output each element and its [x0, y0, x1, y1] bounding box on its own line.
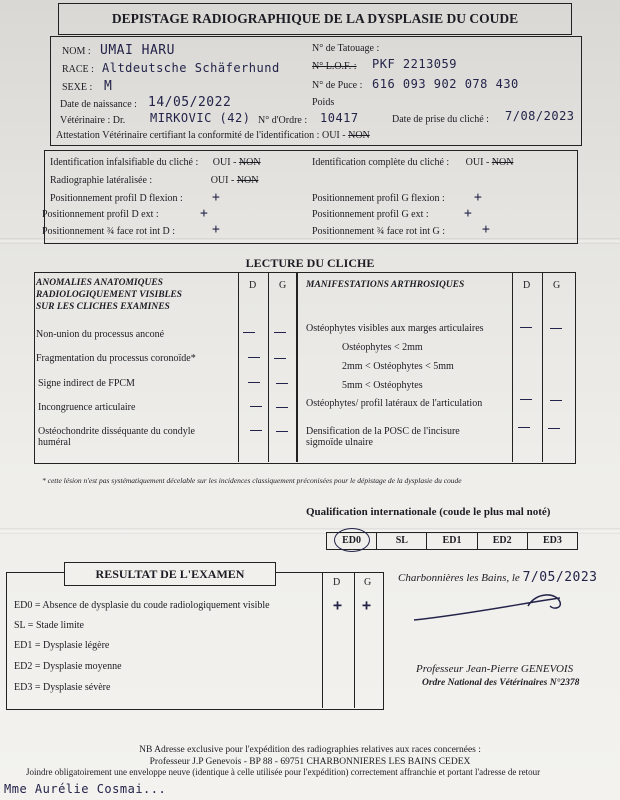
- cliche-mark: +: [200, 206, 209, 221]
- signature-date: 7/05/2023: [522, 570, 598, 585]
- dash-mark: [276, 431, 288, 432]
- oui-option: OUI: [212, 157, 231, 168]
- cliche-row: [50, 175, 258, 186]
- non-option: NON: [348, 130, 370, 141]
- cliche-mark: +: [474, 190, 483, 205]
- handwritten-address: Mme Aurélie Cosmai...: [4, 782, 167, 796]
- dash-mark: [520, 399, 532, 400]
- dash-mark: [248, 357, 260, 358]
- footer-line: NB Adresse exclusive pour l'expédition des radiographies relatives aux races concernées :: [139, 745, 481, 755]
- footnote: * cette lésion n'est pas systématiquement décelable sur les incidences classiquement préconisées pour le dépistage de la dysplasie du coude: [42, 476, 462, 485]
- cliche-label: Positionnement ¾ face rot int G :: [312, 226, 446, 237]
- oui-option: OUI: [321, 130, 340, 141]
- col-d-header: D: [523, 280, 531, 291]
- non-option: NON: [236, 175, 259, 186]
- nom-label: NOM :: [62, 46, 91, 57]
- race-value: Altdeutsche Schäferhund: [102, 61, 280, 75]
- attestation-label: Attestation Vétérinaire certifiant la conformité de l'identification :: [56, 130, 320, 141]
- dash-mark: [250, 430, 262, 431]
- dash-mark: [276, 383, 288, 384]
- arthrosis-item: 5mm < Ostéophytes: [342, 380, 423, 391]
- separator: -: [485, 157, 490, 168]
- dash-mark: [276, 407, 288, 408]
- cliche-label: Positionnement ¾ face rot int D :: [42, 226, 176, 237]
- prise-value: 7/08/2023: [505, 109, 575, 123]
- cliche-label: Identification complète du cliché :: [312, 157, 450, 168]
- vet-label: Vétérinaire : Dr.: [60, 115, 126, 126]
- dash-mark: [550, 400, 562, 401]
- result-row: ED1 = Dysplasie légère: [14, 640, 110, 651]
- dash-mark: [243, 332, 255, 333]
- grade-cell: SL: [377, 533, 427, 549]
- col-g-header: G: [279, 280, 287, 291]
- arthrosis-item: 2mm < Ostéophytes < 5mm: [342, 361, 454, 372]
- resultat-title: RESULTAT DE L'EXAMEN: [64, 562, 276, 586]
- arthrosis-item: sigmoïde ulnaire: [306, 437, 373, 448]
- anomaly-item: Non-union du processus anconé: [36, 329, 165, 340]
- cliche-label: Identification infalsifiable du cliché :: [50, 157, 199, 168]
- grade-cell: ED1: [427, 533, 477, 549]
- cliche-label: Positionnement profil D ext :: [42, 209, 159, 220]
- non-option: NON: [491, 157, 514, 168]
- nom-value: UMAI HARU: [100, 43, 175, 58]
- grade-label: ED0: [342, 535, 362, 546]
- anomaly-item: huméral: [38, 437, 71, 448]
- dash-mark: [550, 328, 562, 329]
- sexe-value: M: [104, 79, 113, 94]
- col-d-header: D: [249, 280, 257, 291]
- dash-mark: [250, 406, 262, 407]
- divider: [322, 572, 323, 708]
- cliche-mark: +: [482, 222, 491, 237]
- cliche-label: Positionnement profil G flexion :: [312, 193, 445, 204]
- grade-cell: ED2: [478, 533, 528, 549]
- anomalies-header: [36, 277, 182, 313]
- qualification-title: Qualification internationale (coude le plus mal noté): [306, 506, 551, 518]
- arthrosis-item: Ostéophytes/ profil latéraux de l'articulation: [306, 398, 483, 409]
- divider: [238, 272, 239, 462]
- cliche-row: [50, 157, 261, 168]
- cliche-label: Positionnement profil G ext :: [312, 209, 429, 220]
- dash-mark: [520, 327, 532, 328]
- divider: [542, 272, 543, 462]
- col-d-header: D: [333, 577, 341, 588]
- arthrosis-item: Ostéophytes < 2mm: [342, 342, 423, 353]
- sexe-label: SEXE :: [62, 82, 93, 93]
- anomaly-item: Ostéochondrite disséquante du condyle: [38, 426, 195, 437]
- signatory-ordre: Ordre National des Vétérinaires N°2378: [422, 678, 580, 688]
- result-g-mark: +: [362, 596, 372, 614]
- header-box: [58, 3, 572, 35]
- manifestations-header: MANIFESTATIONS ARTHROSIQUES: [306, 280, 465, 290]
- divider: [512, 272, 513, 462]
- poids-label: Poids: [312, 97, 335, 108]
- ordre-label: N° d'Ordre :: [258, 115, 308, 126]
- race-label: RACE :: [62, 64, 94, 75]
- signatory-name: Professeur Jean-Pierre GENEVOIS: [416, 663, 574, 675]
- footer-line: Joindre obligatoirement une enveloppe neuve (identique à celle utilisée pour l'expédition) correctement affranchie et portant l'adresse de retour: [26, 767, 541, 777]
- oui-option: OUI: [210, 175, 229, 186]
- cliche-row: [312, 157, 513, 168]
- col-g-header: G: [553, 280, 561, 291]
- footer-line: Professeur J.P Genevois - BP 88 - 69751 CHARBONNIERES LES BAINS CEDEX: [149, 757, 471, 767]
- non-option: NON: [238, 157, 261, 168]
- result-row: SL = Stade limite: [14, 620, 84, 631]
- grade-cell-selected: [327, 533, 377, 549]
- dash-mark: [274, 358, 286, 359]
- lecture-title: LECTURE DU CLICHE: [245, 256, 375, 270]
- dash-mark: [548, 428, 560, 429]
- attestation-line: [56, 130, 370, 141]
- cliche-mark: +: [212, 190, 221, 205]
- puce-value: 616 093 902 078 430: [372, 77, 519, 91]
- puce-label: N° de Puce :: [312, 80, 363, 91]
- lof-value: PKF 2213059: [372, 57, 457, 71]
- result-row: ED2 = Dysplasie moyenne: [14, 661, 122, 672]
- arthrosis-item: Ostéophytes visibles aux marges articulaires: [306, 323, 484, 334]
- header-line: ANOMALIES ANATOMIQUES: [36, 278, 163, 288]
- dob-value: 14/05/2022: [148, 95, 232, 110]
- grade-row: [326, 532, 578, 550]
- header-line: RADIOLOGIQUEMENT VISIBLES: [36, 290, 182, 300]
- dob-label: Date de naissance :: [60, 99, 137, 110]
- dash-mark: [248, 382, 260, 383]
- selection-circle: [334, 528, 370, 552]
- col-g-header: G: [364, 577, 372, 588]
- cliche-label: Positionnement profil D flexion :: [50, 193, 183, 204]
- ordre-value: 10417: [320, 111, 359, 125]
- cliche-mark: +: [212, 222, 221, 237]
- footer: [0, 744, 620, 768]
- separator: -: [342, 130, 346, 141]
- anomaly-item: Incongruence articulaire: [38, 402, 136, 413]
- cliche-mark: +: [464, 206, 473, 221]
- separator: -: [233, 157, 237, 168]
- anomaly-item: Signe indirect de FPCM: [38, 378, 135, 389]
- cliche-label: Radiographie latéralisée :: [50, 175, 153, 186]
- result-d-mark: +: [333, 596, 343, 614]
- anomaly-item: Fragmentation du processus coronoïde*: [36, 353, 196, 364]
- place-text: Charbonnières les Bains, le: [398, 572, 520, 584]
- page-title: DEPISTAGE RADIOGRAPHIQUE DE LA DYSPLASIE DU COUDE: [111, 11, 519, 26]
- tatouage-label: N° de Tatouage :: [312, 43, 380, 54]
- divider: [296, 272, 298, 462]
- result-row: ED0 = Absence de dysplasie du coude radiologiquement visible: [14, 600, 270, 611]
- divider: [354, 572, 355, 708]
- dash-mark: [518, 427, 530, 428]
- vet-value: MIRKOVIC (42): [150, 111, 251, 125]
- separator: -: [230, 175, 235, 186]
- dash-mark: [274, 332, 286, 333]
- divider: [268, 272, 269, 462]
- signature-scribble: [410, 588, 580, 628]
- grade-cell: ED3: [542, 535, 562, 546]
- header-line: SUR LES CLICHES EXAMINES: [36, 302, 170, 312]
- prise-label: Date de prise du cliché :: [392, 114, 489, 125]
- lof-label: N° L.O.F. :: [312, 61, 357, 72]
- signature-place: [398, 570, 598, 585]
- oui-option: OUI: [465, 157, 484, 168]
- result-row: ED3 = Dysplasie sévère: [14, 682, 111, 693]
- arthrosis-item: Densification de la POSC de l'incisure: [306, 426, 460, 437]
